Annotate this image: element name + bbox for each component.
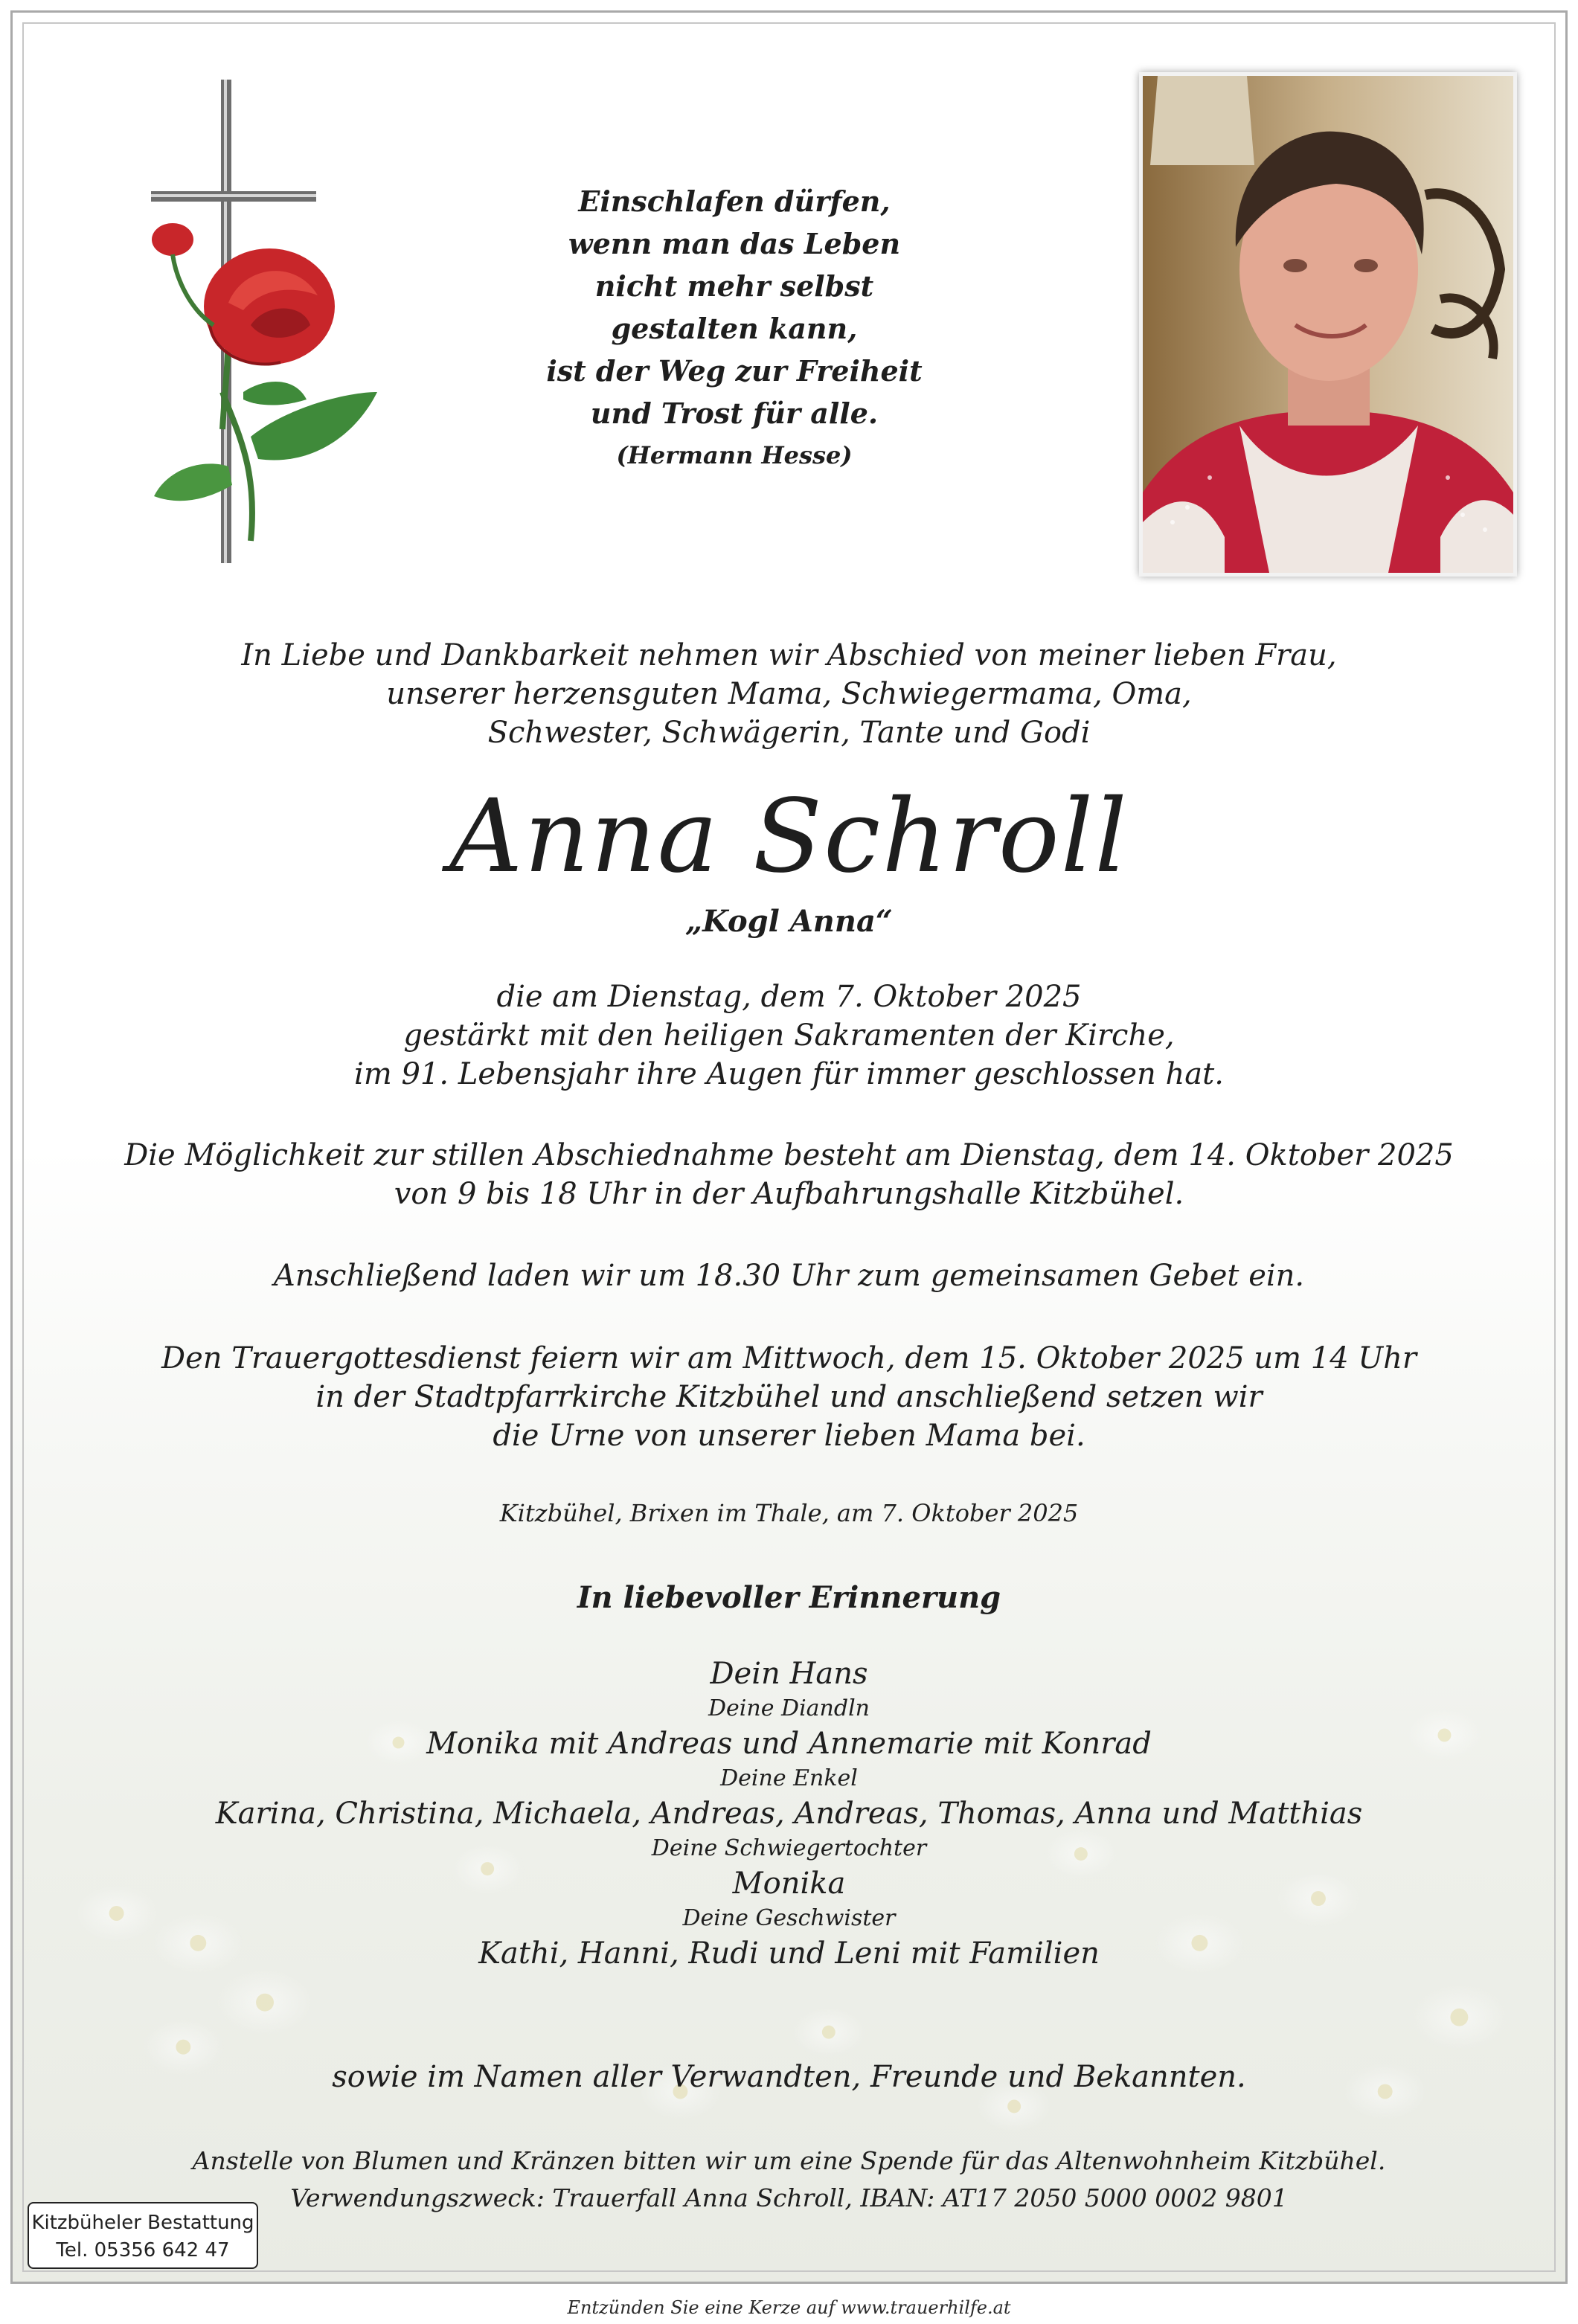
farewell-intro (13, 636, 1565, 752)
place-and-date: Kitzbühel, Brixen im Thale, am 7. Oktober 2025 (499, 1499, 1079, 1527)
death-line: im 91. Lebensjahr ihre Augen für immer geschlossen hat. (354, 1057, 1224, 1091)
mourner-label: Deine Diandln (708, 1695, 870, 1721)
logo-name: Kitzbüheler Bestattung (31, 2212, 254, 2234)
quote-line: und Trost für alle. (590, 397, 879, 430)
mourner-siblings: Kathi, Hanni, Rudi und Leni mit Familien (478, 1936, 1100, 1971)
mourner-spouse: Dein Hans (710, 1657, 868, 1691)
quote-line: Einschlafen dürfen, (578, 184, 891, 218)
obituary-page (10, 10, 1568, 2284)
death-line: gestärkt mit den heiligen Sakramenten der Kirche, (403, 1018, 1175, 1053)
portrait-image (1143, 76, 1513, 573)
intro-line: unserer herzensguten Mama, Schwiegermama, Oma, (386, 677, 1192, 711)
quote-line: nicht mehr selbst (594, 269, 874, 303)
death-line: die am Dienstag, dem 7. Oktober 2025 (496, 980, 1082, 1014)
intro-line: Schwester, Schwägerin, Tante und Godi (487, 716, 1091, 750)
viewing-info (13, 1136, 1565, 1213)
candle-footer-link[interactable]: Entzünden Sie eine Kerze auf www.trauerhilfe.at (567, 2297, 1011, 2318)
deceased-nickname: „Kogl Anna“ (685, 904, 893, 939)
cross-with-rose-icon (139, 80, 392, 585)
mourner-daughters: Monika mit Andreas und Annemarie mit Konrad (426, 1727, 1152, 1761)
prayer-info: Anschließend laden wir um 18.30 Uhr zum gemeinsamen Gebet ein. (273, 1259, 1305, 1293)
mourners-list (13, 1654, 1565, 1973)
service-line: in der Stadtpfarrkirche Kitzbühel und anschließend setzen wir (315, 1380, 1263, 1414)
funeral-service-info (13, 1339, 1565, 1455)
deceased-name: Anna Schroll (449, 778, 1129, 896)
mourner-label: Deine Geschwister (682, 1905, 896, 1931)
logo-phone: Tel. 05356 642 47 (56, 2239, 230, 2262)
hesse-quote (496, 180, 972, 477)
service-line: die Urne von unserer lieben Mama bei. (493, 1419, 1085, 1453)
mourner-grandchildren: Karina, Christina, Michaela, Andreas, Andreas, Thomas, Anna und Matthias (215, 1797, 1363, 1831)
donation-line: Verwendungszweck: Trauerfall Anna Schroll, IBAN: AT17 2050 5000 0002 9801 (290, 2183, 1288, 2212)
funeral-home-logo (28, 2202, 258, 2269)
quote-line: gestalten kann, (611, 312, 858, 345)
donation-line: Anstelle von Blumen und Kränzen bitten wir um eine Spende für das Altenwohnheim Kitzbühel. (192, 2146, 1386, 2175)
death-notice (13, 978, 1565, 1094)
portrait-photo (1139, 72, 1517, 577)
mourner-daughter-in-law: Monika (732, 1866, 846, 1901)
memory-heading: In liebevoller Erinnerung (577, 1580, 1001, 1615)
viewing-line: Die Möglichkeit zur stillen Abschiednahme besteht am Dienstag, dem 14. Oktober 2025 (124, 1138, 1454, 1172)
quote-line: wenn man das Leben (568, 227, 901, 260)
service-line: Den Trauergottesdienst feiern wir am Mittwoch, dem 15. Oktober 2025 um 14 Uhr (161, 1341, 1417, 1376)
intro-line: In Liebe und Dankbarkeit nehmen wir Abschied von meiner lieben Frau, (241, 638, 1337, 673)
viewing-line: von 9 bis 18 Uhr in der Aufbahrungshalle Kitzbühel. (394, 1177, 1184, 1211)
mourner-label: Deine Schwiegertochter (651, 1835, 927, 1861)
quote-author: (Hermann Hesse) (616, 441, 853, 469)
mourner-label: Deine Enkel (720, 1765, 858, 1791)
quote-line: ist der Weg zur Freiheit (546, 354, 923, 388)
closing-line: sowie im Namen aller Verwandten, Freunde und Bekannten. (332, 2060, 1246, 2094)
